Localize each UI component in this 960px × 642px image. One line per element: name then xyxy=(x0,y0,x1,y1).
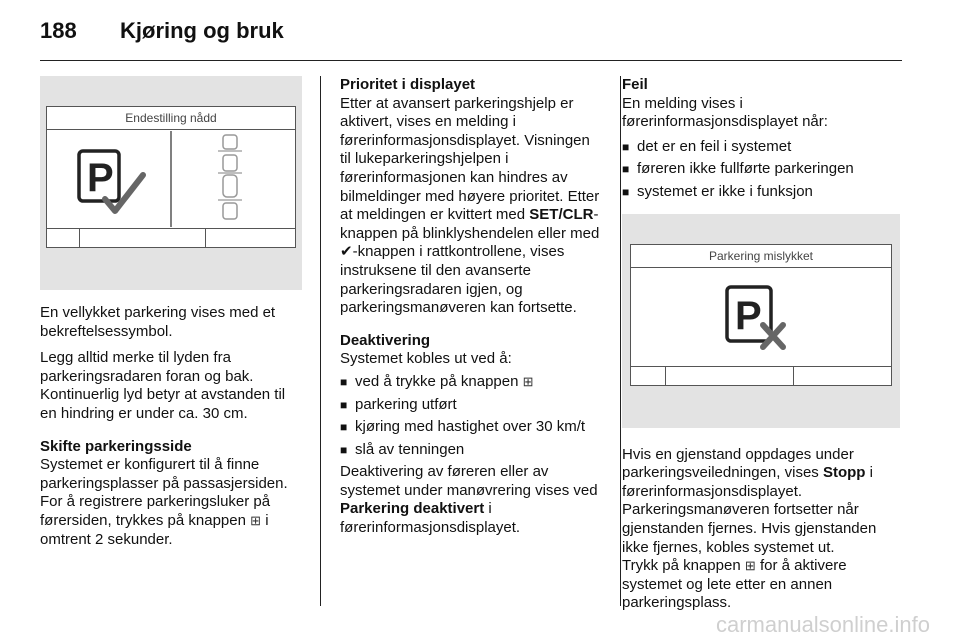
page-number: 188 xyxy=(40,18,77,43)
parking-failed-icon xyxy=(631,269,891,365)
header-rule xyxy=(40,60,902,61)
svg-text:P: P xyxy=(735,293,762,338)
bullet-list xyxy=(340,373,604,459)
parking-success-icon xyxy=(47,131,295,227)
list-item: ■ ved å trykke på knappen ⊞ xyxy=(340,373,604,392)
paragraph: Hvis en gjenstand oppdages under parkeringsveiledningen, vises Stopp i førerinformasjonsdisplayet. Parkeringsmanøveren fortsetter når gjenstanden fjernes. Hvis gjenstanden ikke fjernes, kobles systemet ut. xyxy=(622,445,877,556)
column-divider xyxy=(320,76,321,606)
parking-sensor-icon: ⊞ xyxy=(744,558,756,574)
display-figure-success xyxy=(40,76,302,290)
page-title: Kjøring og bruk xyxy=(120,18,284,43)
paragraph: Trykk på knappen ⊞ for å aktivere systemet og lete etter en annen parkeringsplass. xyxy=(622,557,847,612)
bullet-list xyxy=(622,138,900,202)
panel-title: Endestilling nådd xyxy=(47,107,295,130)
info-display-panel xyxy=(46,106,296,248)
column-middle xyxy=(340,76,604,546)
section-heading: Skifte parkeringsside xyxy=(40,437,192,455)
paragraph: En vellykket parkering vises med et bekreftelsessymbol. xyxy=(40,304,276,340)
parking-sensor-icon: ⊞ xyxy=(250,512,262,528)
section-heading: Deaktivering xyxy=(340,331,431,349)
section-heading: Prioritet i displayet xyxy=(340,76,476,93)
parking-sensor-icon: ⊞ xyxy=(522,373,534,389)
check-icon: ✔ xyxy=(340,243,353,261)
list-item: ■ systemet er ikke i funksjon xyxy=(622,183,900,202)
column-left xyxy=(40,76,302,557)
page-header xyxy=(40,18,284,48)
paragraph: Etter at avansert parkeringshjelp er aktivert, vises en melding i førerinformasjonsdisplayet. Visningen til lukeparkeringshjelpen i førerinformasjonen kan hindres av bilmeldinger med høyere prioritet. Etter at meldingen er kvittert med SET/CLR-knappen på blinklyshendelen eller med ✔-knappen i rattkontrollene, vises instruksene til den avanserte parkeringsradaren igjen, og parkeringsmanøveren kan fortsette. xyxy=(340,94,600,317)
list-item: ■ kjøring med hastighet over 30 km/t xyxy=(340,418,604,437)
column-divider xyxy=(620,76,621,606)
paragraph: Systemet er konfigurert til å finne parkeringsplasser på passasjersiden. xyxy=(40,456,288,492)
paragraph: En melding vises i førerinformasjonsdisplayet når: xyxy=(622,94,828,131)
list-item: ■ slå av tenningen xyxy=(340,441,604,460)
paragraph: Deaktivering av føreren eller av systemet under manøvrering vises ved Parkering deaktivert i førerinformasjonsdisplayet. xyxy=(340,463,598,537)
paragraph: Legg alltid merke til lyden fra parkeringsradaren foran og bak. Kontinuerlig lyd betyr at avstanden til en hindring er under ca. 30 cm. xyxy=(40,349,286,422)
panel-title: Parkering mislykket xyxy=(631,245,891,268)
paragraph: Systemet kobles ut ved å: xyxy=(340,350,512,368)
section-heading: Feil xyxy=(622,76,648,93)
info-display-panel xyxy=(630,244,892,386)
list-item: ■ parkering utført xyxy=(340,396,604,415)
status-message: Parkering deaktivert xyxy=(340,500,485,518)
button-name: SET/CLR xyxy=(529,206,594,224)
paragraph: For å registrere parkeringsluker på førersiden, trykkes på knappen ⊞ i omtrent 2 sekunder. xyxy=(40,493,271,548)
list-item: ■ føreren ikke fullførte parkeringen xyxy=(622,160,900,179)
column-right xyxy=(622,76,900,621)
status-message: Stopp xyxy=(822,464,866,482)
watermark: carmanualsonline.info xyxy=(715,612,930,637)
display-figure-failed xyxy=(622,214,900,428)
panel-footer xyxy=(47,228,295,247)
panel-footer xyxy=(631,366,891,385)
list-item: ■ det er en feil i systemet xyxy=(622,138,900,157)
svg-text:P: P xyxy=(87,156,114,200)
